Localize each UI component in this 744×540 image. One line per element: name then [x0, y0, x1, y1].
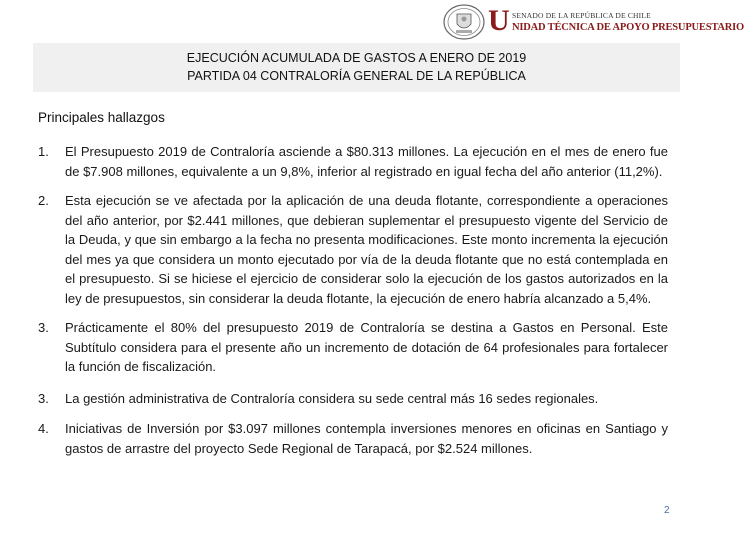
- finding-number: 3.: [38, 390, 49, 406]
- section-heading: Principales hallazgos: [38, 110, 165, 125]
- page-title: [33, 43, 680, 92]
- finding-number: 2.: [38, 193, 49, 208]
- finding-item: [38, 142, 668, 181]
- title-line-1: EJECUCIÓN ACUMULADA DE GASTOS A ENERO DE 2019: [186, 51, 527, 65]
- finding-text: Prácticamente el 80% del presupuesto 2019 de Contraloría se destina a Gastos en Personal. Este Subtítulo considera para el presente año un incremento de dotación de 64 profesionales para fortalecer la función de fiscalización.: [65, 320, 668, 374]
- senate-seal-icon: [442, 4, 486, 40]
- logo-unit-text: NIDAD TÉCNICA DE APOYO PRESUPUESTARIO: [512, 22, 744, 33]
- finding-text: Iniciativas de Inversión por $3.097 millones contempla inversiones menores en oficinas en Santiago y gastos de arrastre del proyecto Sede Regional de Tarapacá, por $2.524 millones.: [65, 421, 668, 456]
- finding-item: [38, 389, 668, 409]
- finding-item: [38, 191, 668, 308]
- findings-list: [38, 142, 668, 458]
- logo-letter: U: [488, 4, 510, 37]
- title-line-2: PARTIDA 04 CONTRALORÍA GENERAL DE LA REPÚBLICA: [187, 69, 526, 83]
- finding-item: [38, 318, 668, 377]
- finding-text: El Presupuesto 2019 de Contraloría asciende a $80.313 millones. La ejecución en el mes de enero fue de $7.908 millones, equivalente a un 9,8%, inferior al registrado en igual fecha del año anterior (11,2%).: [65, 144, 668, 179]
- finding-text: La gestión administrativa de Contraloría considera su sede central más 16 sedes regionales.: [65, 390, 599, 406]
- finding-number: 3.: [38, 320, 49, 335]
- finding-number: 4.: [38, 421, 49, 436]
- finding-text: Esta ejecución se ve afectada por la aplicación de una deuda flotante, correspondiente a operaciones del año anterior, por $2.441 millones, que debieran suplementar el presupuesto vigente del Servicio de la Deuda, y que sin embargo a la fecha no presenta modificaciones. Este monto incrementa la ejecución del mes ya que considera un monto ejecutado por vía de la deuda flotante que no está contemplada en el presupuesto. Si se hiciese el ejercicio de considerar solo la ejecución de los gastos autorizados en la ley de presupuestos, sin considerar la deuda flotante, la ejecución de enero habría alcanzado a 5,4%.: [65, 193, 668, 306]
- logo-senate-text: SENADO DE LA REPÚBLICA DE CHILE: [512, 11, 651, 20]
- finding-number: 1.: [38, 144, 49, 159]
- unit-logo: [440, 4, 744, 40]
- page-number: 2: [664, 505, 670, 516]
- finding-item: [38, 419, 668, 458]
